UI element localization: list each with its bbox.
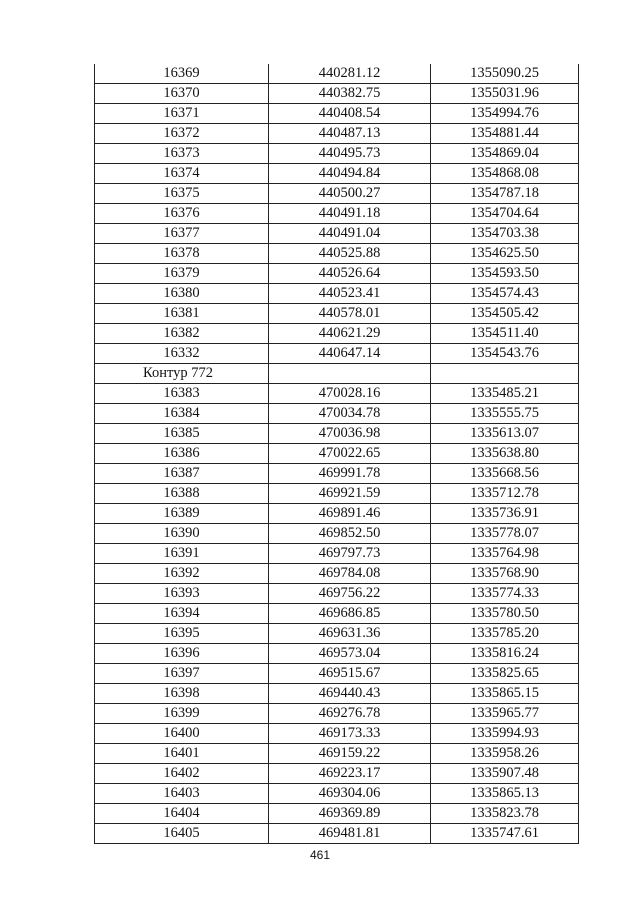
- point-number-cell: 16403: [95, 784, 269, 804]
- point-number-cell: 16369: [95, 64, 269, 84]
- x-coordinate-cell: 469686.85: [269, 604, 431, 624]
- table-row: [95, 324, 579, 344]
- point-number-cell: 16379: [95, 264, 269, 284]
- point-number-cell: 16381: [95, 304, 269, 324]
- point-number-cell: 16391: [95, 544, 269, 564]
- x-coordinate-cell: 440578.01: [269, 304, 431, 324]
- x-coordinate-cell: 469304.06: [269, 784, 431, 804]
- x-coordinate-cell: 469159.22: [269, 744, 431, 764]
- point-number-cell: 16378: [95, 244, 269, 264]
- table-row: [95, 524, 579, 544]
- x-coordinate-cell: 440281.12: [269, 64, 431, 84]
- x-coordinate-cell: 440408.54: [269, 104, 431, 124]
- y-coordinate-cell: 1354994.76: [431, 104, 579, 124]
- y-coordinate-cell: 1354869.04: [431, 144, 579, 164]
- y-coordinate-cell: 1335994.93: [431, 724, 579, 744]
- table-row: [95, 384, 579, 404]
- point-number-cell: 16404: [95, 804, 269, 824]
- y-coordinate-cell: 1335736.91: [431, 504, 579, 524]
- point-number-cell: 16370: [95, 84, 269, 104]
- y-coordinate-cell: 1354881.44: [431, 124, 579, 144]
- y-coordinate-cell: 1355090.25: [431, 64, 579, 84]
- x-coordinate-cell: 469631.36: [269, 624, 431, 644]
- y-coordinate-cell: 1335668.56: [431, 464, 579, 484]
- point-number-cell: 16372: [95, 124, 269, 144]
- point-number-cell: 16400: [95, 724, 269, 744]
- y-coordinate-cell: 1335485.21: [431, 384, 579, 404]
- point-number-cell: 16383: [95, 384, 269, 404]
- table-row: [95, 704, 579, 724]
- point-number-cell: 16389: [95, 504, 269, 524]
- table-row: [95, 584, 579, 604]
- y-coordinate-cell: 1335865.13: [431, 784, 579, 804]
- table-body: [95, 64, 579, 844]
- point-number-cell: 16371: [95, 104, 269, 124]
- table-row: [95, 184, 579, 204]
- y-coordinate-cell: 1335778.07: [431, 524, 579, 544]
- table-row: [95, 784, 579, 804]
- point-number-cell: 16395: [95, 624, 269, 644]
- point-number-cell: 16386: [95, 444, 269, 464]
- point-number-cell: 16374: [95, 164, 269, 184]
- x-coordinate-cell: 440500.27: [269, 184, 431, 204]
- point-number-cell: 16390: [95, 524, 269, 544]
- point-number-cell: 16373: [95, 144, 269, 164]
- point-number-cell: 16396: [95, 644, 269, 664]
- point-number-cell: 16384: [95, 404, 269, 424]
- y-coordinate-cell: 1354574.43: [431, 284, 579, 304]
- contour-header-row: [95, 364, 579, 384]
- y-coordinate-cell: 1354703.38: [431, 224, 579, 244]
- point-number-cell: 16402: [95, 764, 269, 784]
- y-coordinate-cell: 1335613.07: [431, 424, 579, 444]
- table-row: [95, 564, 579, 584]
- table-row: [95, 204, 579, 224]
- y-coordinate-cell: 1335865.15: [431, 684, 579, 704]
- y-coordinate-cell: 1335747.61: [431, 824, 579, 844]
- table-row: [95, 64, 579, 84]
- y-coordinate-cell: 1335958.26: [431, 744, 579, 764]
- point-number-cell: 16399: [95, 704, 269, 724]
- x-coordinate-cell: 469440.43: [269, 684, 431, 704]
- table-row: [95, 604, 579, 624]
- y-coordinate-cell: 1335764.98: [431, 544, 579, 564]
- x-coordinate-cell: 469276.78: [269, 704, 431, 724]
- x-coordinate-cell: 470034.78: [269, 404, 431, 424]
- x-coordinate-cell: 469481.81: [269, 824, 431, 844]
- point-number-cell: 16394: [95, 604, 269, 624]
- y-coordinate-cell: 1335825.65: [431, 664, 579, 684]
- x-coordinate-cell: 470028.16: [269, 384, 431, 404]
- x-coordinate-cell: 470036.98: [269, 424, 431, 444]
- table-row: [95, 744, 579, 764]
- x-coordinate-cell: 469515.67: [269, 664, 431, 684]
- table-row: [95, 404, 579, 424]
- x-coordinate-cell: 469852.50: [269, 524, 431, 544]
- x-coordinate-cell: 469173.33: [269, 724, 431, 744]
- x-coordinate-cell: 440526.64: [269, 264, 431, 284]
- x-coordinate-cell: 440382.75: [269, 84, 431, 104]
- x-coordinate-cell: 469756.22: [269, 584, 431, 604]
- point-number-cell: 16375: [95, 184, 269, 204]
- point-number-cell: 16388: [95, 484, 269, 504]
- x-coordinate-cell: 469784.08: [269, 564, 431, 584]
- y-coordinate-cell: 1354511.40: [431, 324, 579, 344]
- y-coordinate-cell: 1335712.78: [431, 484, 579, 504]
- y-coordinate-cell: 1335768.90: [431, 564, 579, 584]
- point-number-cell: 16332: [95, 344, 269, 364]
- x-coordinate-cell: 469797.73: [269, 544, 431, 564]
- table-row: [95, 284, 579, 304]
- table-row: [95, 104, 579, 124]
- point-number-cell: 16387: [95, 464, 269, 484]
- table-row: [95, 444, 579, 464]
- table-row: [95, 484, 579, 504]
- x-coordinate-cell: 440621.29: [269, 324, 431, 344]
- y-coordinate-cell: 1355031.96: [431, 84, 579, 104]
- y-coordinate-cell: 1335785.20: [431, 624, 579, 644]
- table-row: [95, 164, 579, 184]
- point-number-cell: 16377: [95, 224, 269, 244]
- x-coordinate-cell: 469223.17: [269, 764, 431, 784]
- x-coordinate-cell: 440487.13: [269, 124, 431, 144]
- y-coordinate-cell: 1335816.24: [431, 644, 579, 664]
- point-number-cell: 16397: [95, 664, 269, 684]
- x-coordinate-cell: [269, 364, 431, 384]
- table-row: [95, 724, 579, 744]
- point-number-cell: 16385: [95, 424, 269, 444]
- y-coordinate-cell: 1335907.48: [431, 764, 579, 784]
- y-coordinate-cell: 1335965.77: [431, 704, 579, 724]
- coordinates-table-container: [94, 64, 578, 844]
- y-coordinate-cell: 1335638.80: [431, 444, 579, 464]
- table-row: [95, 664, 579, 684]
- x-coordinate-cell: 440494.84: [269, 164, 431, 184]
- table-row: [95, 764, 579, 784]
- y-coordinate-cell: 1335555.75: [431, 404, 579, 424]
- table-row: [95, 344, 579, 364]
- x-coordinate-cell: 440491.18: [269, 204, 431, 224]
- x-coordinate-cell: 440525.88: [269, 244, 431, 264]
- x-coordinate-cell: 469991.78: [269, 464, 431, 484]
- y-coordinate-cell: 1354593.50: [431, 264, 579, 284]
- x-coordinate-cell: 470022.65: [269, 444, 431, 464]
- x-coordinate-cell: 440647.14: [269, 344, 431, 364]
- table-row: [95, 124, 579, 144]
- y-coordinate-cell: 1354787.18: [431, 184, 579, 204]
- page-number: 461: [309, 848, 331, 862]
- table-row: [95, 544, 579, 564]
- table-row: [95, 644, 579, 664]
- x-coordinate-cell: 469921.59: [269, 484, 431, 504]
- point-number-cell: 16393: [95, 584, 269, 604]
- table-row: [95, 824, 579, 844]
- x-coordinate-cell: 469891.46: [269, 504, 431, 524]
- table-row: [95, 304, 579, 324]
- point-number-cell: 16398: [95, 684, 269, 704]
- point-number-cell: 16382: [95, 324, 269, 344]
- y-coordinate-cell: 1354543.76: [431, 344, 579, 364]
- x-coordinate-cell: 469573.04: [269, 644, 431, 664]
- y-coordinate-cell: 1354625.50: [431, 244, 579, 264]
- table-row: [95, 424, 579, 444]
- table-row: [95, 804, 579, 824]
- y-coordinate-cell: 1354505.42: [431, 304, 579, 324]
- table-row: [95, 464, 579, 484]
- table-row: [95, 684, 579, 704]
- x-coordinate-cell: 440523.41: [269, 284, 431, 304]
- point-number-cell: 16376: [95, 204, 269, 224]
- coordinates-table: [94, 64, 579, 844]
- table-row: [95, 624, 579, 644]
- x-coordinate-cell: 469369.89: [269, 804, 431, 824]
- y-coordinate-cell: [431, 364, 579, 384]
- point-number-cell: 16405: [95, 824, 269, 844]
- table-row: [95, 84, 579, 104]
- point-number-cell: 16380: [95, 284, 269, 304]
- contour-label-cell: Контур 772: [95, 364, 269, 384]
- y-coordinate-cell: 1354868.08: [431, 164, 579, 184]
- y-coordinate-cell: 1335780.50: [431, 604, 579, 624]
- table-row: [95, 504, 579, 524]
- x-coordinate-cell: 440495.73: [269, 144, 431, 164]
- table-row: [95, 244, 579, 264]
- x-coordinate-cell: 440491.04: [269, 224, 431, 244]
- point-number-cell: 16392: [95, 564, 269, 584]
- table-row: [95, 224, 579, 244]
- y-coordinate-cell: 1335823.78: [431, 804, 579, 824]
- table-row: [95, 264, 579, 284]
- y-coordinate-cell: 1335774.33: [431, 584, 579, 604]
- point-number-cell: 16401: [95, 744, 269, 764]
- y-coordinate-cell: 1354704.64: [431, 204, 579, 224]
- table-row: [95, 144, 579, 164]
